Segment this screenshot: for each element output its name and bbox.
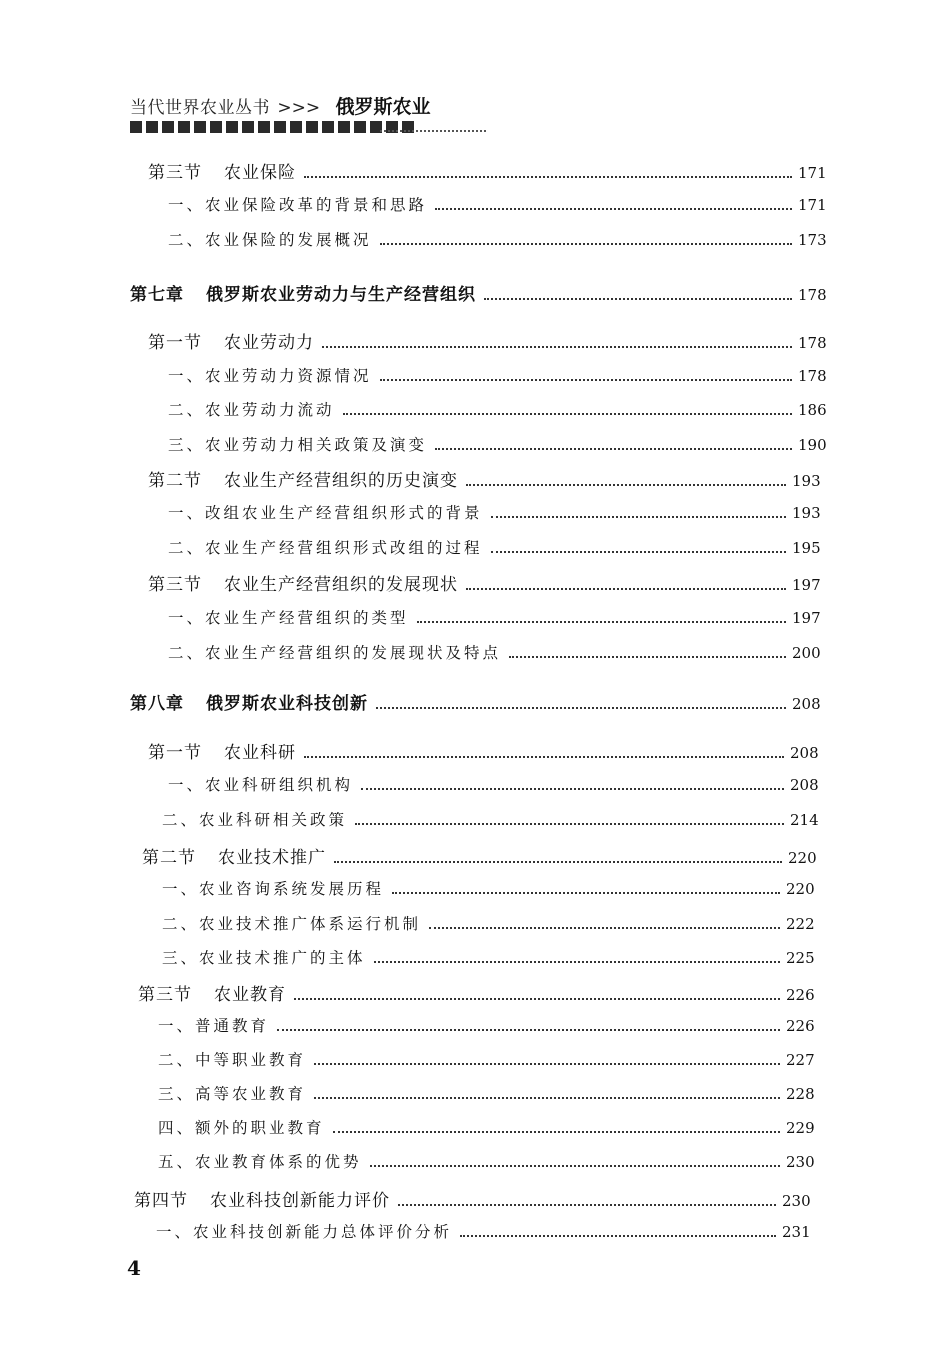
toc-page-number: 171 — [798, 164, 827, 182]
dot-leader — [361, 788, 784, 790]
dot-leader — [380, 243, 792, 245]
toc-entry-title — [168, 773, 353, 795]
toc-section-row[interactable] — [148, 328, 838, 353]
toc-entry-text: 二、农业科研相关政策 — [162, 811, 348, 829]
toc-page-number: 220 — [788, 849, 817, 867]
toc-item-row[interactable] — [158, 1116, 826, 1138]
toc-entry-title — [158, 1116, 325, 1138]
toc-entry-text: 农业生产经营组织的历史演变 — [224, 471, 458, 491]
toc-page-number: 225 — [786, 949, 815, 967]
toc-page-number: 214 — [790, 811, 819, 829]
dot-leader — [380, 379, 792, 381]
toc-entry-text: 俄罗斯农业科技创新 — [206, 694, 368, 714]
dot-leader — [304, 176, 792, 178]
toc-entry-text: 一、农业劳动力资源情况 — [168, 367, 372, 385]
toc-entry-text: 一、农业保险改革的背景和思路 — [168, 196, 428, 214]
toc-page-number: 171 — [798, 196, 827, 214]
toc-entry-title — [168, 193, 427, 215]
toc-page-number: 178 — [798, 286, 827, 304]
toc-item-row[interactable] — [156, 1220, 822, 1242]
toc-item-row[interactable] — [168, 193, 838, 215]
toc-item-row[interactable] — [168, 364, 838, 386]
toc-entry-label: 第一节 — [148, 743, 202, 763]
toc-entry-text: 三、农业劳动力相关政策及演变 — [168, 436, 428, 454]
toc-item-row[interactable] — [158, 1014, 826, 1036]
toc-section-row[interactable] — [148, 738, 830, 763]
toc-entry-text: 一、农业科研组织机构 — [168, 776, 354, 794]
dot-leader — [343, 413, 792, 415]
header-arrows: >>> — [277, 98, 321, 118]
toc-page-number: 178 — [798, 367, 827, 385]
dot-leader — [435, 208, 792, 210]
toc-page-number: 195 — [792, 539, 821, 557]
toc-item-row[interactable] — [168, 433, 838, 455]
dot-leader — [484, 298, 792, 300]
toc-entry-title — [168, 364, 372, 386]
toc-entry-text: 一、改组农业生产经营组织形式的背景 — [168, 504, 483, 522]
toc-section-row[interactable] — [148, 570, 832, 595]
toc-entry-text: 二、农业劳动力流动 — [168, 401, 335, 419]
toc-entry-text: 五、农业教育体系的优势 — [158, 1153, 362, 1171]
toc-entry-title — [148, 158, 296, 183]
toc-page-number: 231 — [782, 1223, 811, 1241]
toc-item-row[interactable] — [168, 501, 832, 523]
toc-entry-title — [168, 228, 372, 250]
dot-leader — [334, 861, 782, 863]
toc-page-number: 197 — [792, 576, 821, 594]
toc-entry-text: 农业科技创新能力评价 — [210, 1191, 390, 1211]
toc-entry-label: 第八章 — [130, 694, 184, 714]
toc-item-row[interactable] — [162, 877, 826, 899]
toc-entry-title — [162, 877, 384, 899]
toc-entry-title — [148, 570, 458, 595]
toc-section-row[interactable] — [142, 843, 828, 868]
toc-page-number: 190 — [798, 436, 827, 454]
toc-entry-title — [158, 1082, 306, 1104]
toc-entry-title — [130, 689, 368, 714]
toc-item-row[interactable] — [168, 536, 832, 558]
toc-entry-text: 二、农业技术推广体系运行机制 — [162, 915, 422, 933]
toc-entry-label: 第三节 — [138, 985, 192, 1005]
toc-entry-label: 第二节 — [148, 471, 202, 491]
dot-leader — [435, 448, 792, 450]
toc-entry-label: 第三节 — [148, 163, 202, 183]
toc-entry-text: 一、普通教育 — [158, 1017, 270, 1035]
toc-page-number: 208 — [792, 695, 821, 713]
toc-entry-text: 一、农业咨询系统发展历程 — [162, 880, 385, 898]
dot-leader — [392, 892, 780, 894]
toc-entry-text: 农业技术推广 — [218, 848, 326, 868]
toc-section-row[interactable] — [134, 1186, 822, 1211]
dot-leader — [277, 1029, 780, 1031]
toc-entry-text: 农业劳动力 — [224, 333, 314, 353]
toc-entry-label: 第一节 — [148, 333, 202, 353]
toc-entry-title — [162, 808, 347, 830]
toc-entry-text: 三、高等农业教育 — [158, 1085, 307, 1103]
toc-item-row[interactable] — [162, 946, 826, 968]
dot-leader — [376, 707, 786, 709]
toc-entry-title — [168, 501, 483, 523]
toc-entry-text: 俄罗斯农业劳动力与生产经营组织 — [206, 285, 476, 305]
toc-page-number: 208 — [790, 744, 819, 762]
toc-entry-text: 农业教育 — [214, 985, 286, 1005]
toc-item-row[interactable] — [168, 773, 830, 795]
toc-entry-title — [158, 1150, 362, 1172]
toc-page-number: 226 — [786, 1017, 815, 1035]
toc-entry-title — [148, 328, 314, 353]
series-title: 当代世界农业丛书 — [130, 98, 270, 118]
toc-entry-label: 第三节 — [148, 575, 202, 595]
dot-leader — [460, 1235, 776, 1237]
toc-item-row[interactable] — [168, 398, 838, 420]
toc-entry-text: 三、农业技术推广的主体 — [162, 949, 366, 967]
toc-page-number: 226 — [786, 986, 815, 1004]
dot-leader — [314, 1097, 780, 1099]
toc-entry-label: 第四节 — [134, 1191, 188, 1211]
toc-entry-title — [162, 912, 421, 934]
toc-item-row[interactable] — [158, 1150, 826, 1172]
toc-entry-title — [148, 738, 296, 763]
toc-item-row[interactable] — [158, 1048, 826, 1070]
dot-leader — [294, 998, 780, 1000]
toc-page-number: 200 — [792, 644, 821, 662]
toc-section-row[interactable] — [138, 980, 826, 1005]
dot-leader — [304, 756, 784, 758]
toc-entry-title — [168, 398, 335, 420]
toc-entry-title — [130, 280, 476, 305]
toc-page-number: 230 — [782, 1192, 811, 1210]
toc-entry-title — [168, 536, 483, 558]
toc-chapter-row[interactable] — [130, 689, 832, 714]
toc-page-number: 193 — [792, 472, 821, 490]
toc-section-row[interactable] — [148, 158, 838, 183]
toc-section-row[interactable] — [148, 466, 832, 491]
dot-leader — [417, 621, 786, 623]
toc-entry-title — [158, 1048, 306, 1070]
toc-entry-label: 第二节 — [142, 848, 196, 868]
toc-entry-title — [138, 980, 286, 1005]
page-number: 4 — [127, 1256, 141, 1280]
toc-entry-text: 二、农业保险的发展概况 — [168, 231, 372, 249]
toc-entry-text: 二、农业生产经营组织形式改组的过程 — [168, 539, 483, 557]
dot-leader — [314, 1063, 780, 1065]
dot-leader — [370, 1165, 780, 1167]
toc-entry-title — [168, 641, 501, 663]
toc-entry-label: 第七章 — [130, 285, 184, 305]
toc-entry-text: 四、额外的职业教育 — [158, 1119, 325, 1137]
toc-item-row[interactable] — [162, 912, 826, 934]
toc-entry-text: 农业生产经营组织的发展现状 — [224, 575, 458, 595]
dot-leader — [466, 484, 786, 486]
toc-entry-title — [148, 466, 458, 491]
dot-leader — [429, 927, 780, 929]
toc-chapter-row[interactable] — [130, 280, 838, 305]
dot-leader — [466, 588, 786, 590]
dot-leader — [491, 551, 786, 553]
toc-item-row[interactable] — [158, 1082, 826, 1104]
dot-leader — [355, 823, 784, 825]
toc-item-row[interactable] — [168, 641, 832, 663]
toc-page-number: 186 — [798, 401, 827, 419]
toc-item-row[interactable] — [162, 808, 830, 830]
dot-leader — [374, 961, 780, 963]
toc-entry-title — [158, 1014, 269, 1036]
dot-leader — [491, 516, 786, 518]
dot-leader — [398, 1204, 776, 1206]
dot-leader — [333, 1131, 780, 1133]
toc-page-number: 230 — [786, 1153, 815, 1171]
dot-leader — [509, 656, 786, 658]
toc-entry-text: 农业保险 — [224, 163, 296, 183]
toc-entry-text: 农业科研 — [224, 743, 296, 763]
toc-entry-title — [162, 946, 366, 968]
toc-page-number: 208 — [790, 776, 819, 794]
toc-entry-title — [168, 433, 427, 455]
toc-entry-text: 一、农业生产经营组织的类型 — [168, 609, 409, 627]
toc-entry-title — [168, 606, 409, 628]
toc-entry-title — [134, 1186, 390, 1211]
toc-entry-text: 一、农业科技创新能力总体评价分析 — [156, 1223, 453, 1241]
toc-page-number: 222 — [786, 915, 815, 933]
dot-leader — [322, 346, 792, 348]
toc-item-row[interactable] — [168, 606, 832, 628]
toc-entry-title — [142, 843, 326, 868]
toc-item-row[interactable] — [168, 228, 838, 250]
toc-page-number: 173 — [798, 231, 827, 249]
toc-page-number: 227 — [786, 1051, 815, 1069]
toc-page-number: 220 — [786, 880, 815, 898]
toc-entry-title — [156, 1220, 452, 1242]
toc-page-number: 178 — [798, 334, 827, 352]
toc-entry-text: 二、农业生产经营组织的发展现状及特点 — [168, 644, 502, 662]
toc-page-number: 197 — [792, 609, 821, 627]
toc-entry-text: 二、中等职业教育 — [158, 1051, 307, 1069]
toc-page-number: 228 — [786, 1085, 815, 1103]
book-title: 俄罗斯农业 — [335, 96, 431, 118]
toc-page-number: 229 — [786, 1119, 815, 1137]
toc-page-number: 193 — [792, 504, 821, 522]
